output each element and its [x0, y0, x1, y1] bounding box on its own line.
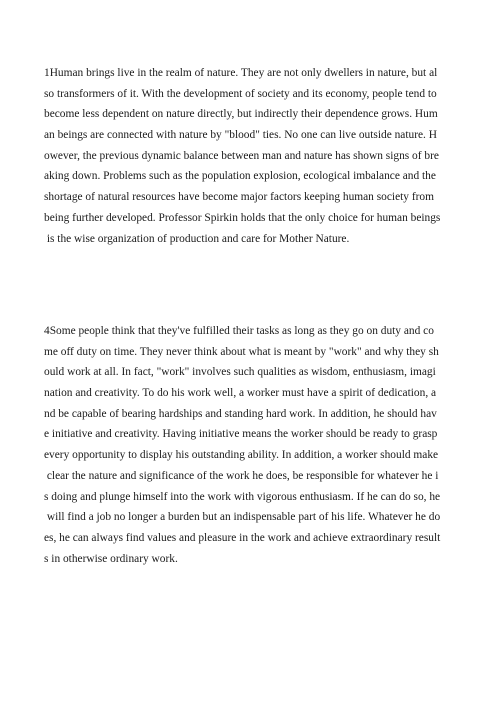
- text-line: es, he can always find values and pleasure in the work and achieve extraordinary result: [44, 531, 441, 544]
- text-line: 4Some people think that they've fulfilled their tasks as long as they go on duty and co: [44, 325, 434, 337]
- text-line: being further developed. Professor Spirkin holds that the only choice for human beings: [44, 211, 441, 224]
- paragraph-work: [44, 321, 464, 569]
- text-line: nation and creativity. To do his work well, a worker must have a spirit of dedication, a: [44, 387, 437, 400]
- text-line: aking down. Problems such as the population explosion, ecological imbalance and the: [44, 170, 436, 183]
- text-line: nd be capable of bearing hardships and standing hard work. In addition, he should hav: [44, 407, 437, 420]
- paragraph-human-nature: [44, 63, 464, 249]
- text-line: every opportunity to display his outstanding ability. In addition, a worker should make: [44, 449, 439, 462]
- text-line: owever, the previous dynamic balance between man and nature has shown signs of bre: [44, 149, 439, 162]
- text-line: ould work at all. In fact, "work" involves such qualities as wisdom, enthusiasm, imagi: [44, 366, 436, 379]
- text-line: is the wise organization of production and care for Mother Nature.: [44, 232, 350, 245]
- text-line: so transformers of it. With the development of society and its economy, people tend to: [44, 87, 437, 100]
- text-line: will find a job no longer a burden but an indispensable part of his life. Whatever he do: [44, 511, 441, 524]
- text-line: s in otherwise ordinary work.: [44, 552, 178, 565]
- text-line: s doing and plunge himself into the work with vigorous enthusiasm. If he can do so, he: [44, 490, 441, 503]
- text-line: shortage of natural resources have become major factors keeping human society from: [44, 191, 434, 204]
- text-line: an beings are connected with nature by "blood" ties. No one can live outside nature. H: [44, 129, 437, 142]
- text-line: clear the nature and significance of the work he does, be responsible for whatever he i: [44, 469, 439, 482]
- text-line: e initiative and creativity. Having initiative means the worker should be ready to grasp: [44, 428, 438, 441]
- text-line: me off duty on time. They never think about what is meant by "work" and why they sh: [44, 345, 439, 358]
- text-line: become less dependent on nature directly, but indirectly their dependence grows. Hum: [44, 108, 438, 121]
- text-line: 1Human brings live in the realm of nature. They are not only dwellers in nature, but al: [44, 67, 438, 79]
